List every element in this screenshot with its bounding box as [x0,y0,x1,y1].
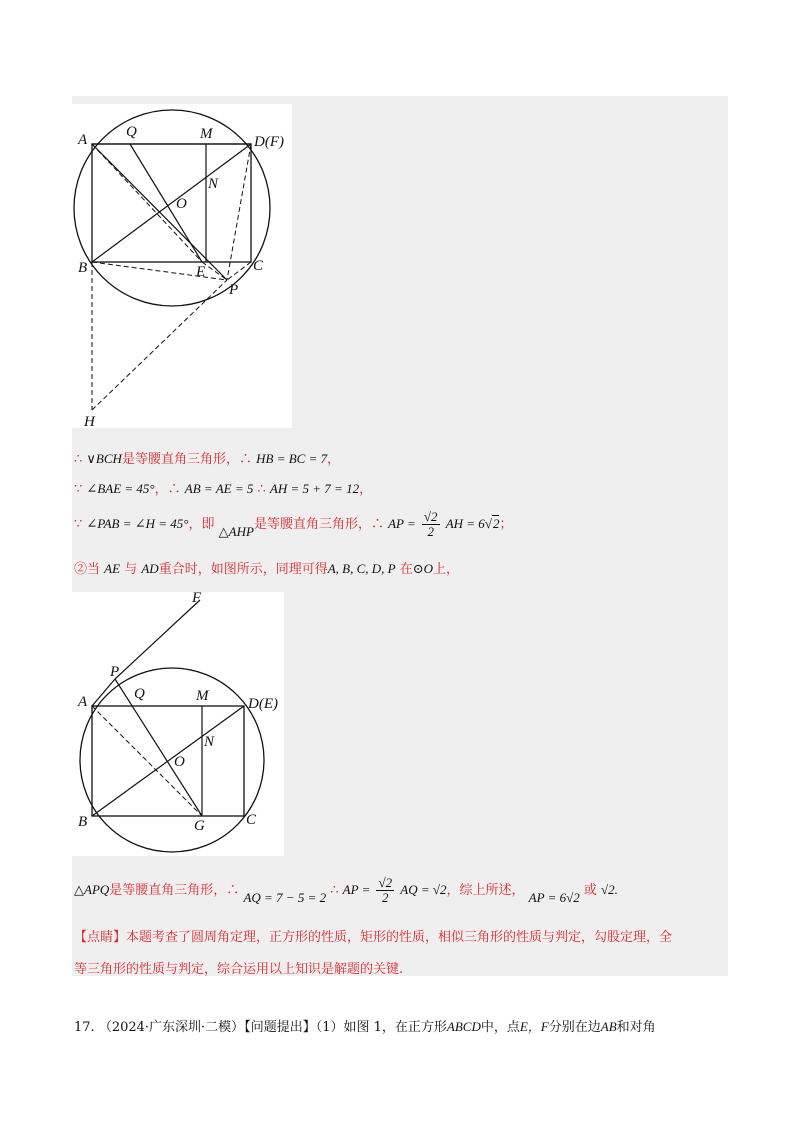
figure-2 [72,592,284,856]
triangle-bch: ∨BCH [86,451,122,466]
solution-line-2: ∵ ∠BAE = 45°，∴ AB = AE = 5 ∴ AH = 5 + 7 = 12， [74,481,373,497]
question-number: 17. [74,1020,95,1035]
label-g: G [194,818,205,834]
line-ap [92,144,227,280]
question-source: （2024·广东深圳·二模） [98,1020,245,1035]
solution-line-5: △APQ是等腰直角三角形，∴ AQ = 7 − 5 = 2 ∴ AP = $\frac{√2}{2}$ AQ = √2，综上所述， AP = 6√2 或 √2. [74,875,618,905]
segment-ap [92,679,115,706]
solution-line-3: ∵ ∠PAB = ∠H = 45°，即 △AHP是等腰直角三角形，∴ AP = $\frac{√2}{2}$ AH = 6√2； [74,509,513,539]
label-q: Q [134,686,145,702]
circle-o [74,110,270,306]
label-m: M [196,688,209,704]
label-a: A [78,694,88,710]
circle-o [80,668,264,852]
label-c: C [253,258,264,274]
solution-line-1: ∴ ∨BCH是等腰直角三角形，∴ HB = BC = 7， [74,451,341,467]
label-h: H [84,414,95,428]
line-pg [115,679,202,816]
fraction-sqrt2-over-2: $\frac{√2}{2}$ [378,875,393,905]
ray-pf [115,600,200,679]
figure-2-diagram [72,592,284,856]
points-list: A, B, C, D, P [327,561,396,576]
answer-1: AP = 6√2 [528,890,580,905]
equation-aq: AQ = 7 − 5 = 2 [243,890,327,905]
solution-line-4: ②当 AE 与 AD重合时，如图所示，同理可得A, B, C, D, P 在⊙O上， [74,561,460,577]
figure-1 [72,104,292,428]
label-q: Q [126,124,137,140]
angle-bae: ∠BAE = 45° [86,481,155,496]
dashed-dp [227,144,251,280]
answer-2: √2 [601,882,615,897]
label-b: B [78,260,88,276]
dashed-bp [92,262,227,280]
label-n: N [204,734,215,750]
label-a: A [78,132,88,148]
figure-1-diagram [72,104,292,428]
comment-line-2: 等三角形的性质与判定，综合运用以上知识是解题的关键. [74,962,404,977]
label-m: M [200,126,213,142]
label-p: P [229,282,239,298]
equation-ab: AB = AE = 5 [184,481,254,496]
triangle-apq: △APQ [74,882,110,897]
circle-o-symbol: ⊙O [412,561,434,576]
triangle-ahp: △AHP [218,524,254,539]
label-b: B [78,814,88,830]
label-f: F [192,592,202,606]
label-n: N [208,176,219,192]
label-c: C [246,812,257,828]
label-d: D(E) [248,696,278,712]
question-17: 17. （2024·广东深圳·二模）【问题提出】（1）如图 1，在正方形ABCD中，点E，F分别在边AB和对角 [74,1019,656,1035]
fraction-sqrt2-over-2: $\frac{√2}{2}$ [423,509,438,539]
line-qe [130,144,202,262]
label-d: D(F) [254,134,284,150]
diagonal-bd [92,706,244,816]
equation-ah: AH = 5 + 7 = 12 [269,481,360,496]
label-p: P [110,664,120,680]
dashed-ag [92,706,202,816]
comment-line-1: 【点睛】本题考查了圆周角定理，正方形的性质，矩形的性质，相似三角形的性质与判定，勾股定理，全 [74,930,673,945]
equation-hb: HB = BC = 7 [256,451,328,466]
label-o: O [176,196,187,212]
label-o: O [174,754,185,770]
label-e: E [196,264,206,280]
diagonal-bd [92,144,251,262]
angle-pab: ∠PAB = ∠H = 45° [86,516,189,531]
